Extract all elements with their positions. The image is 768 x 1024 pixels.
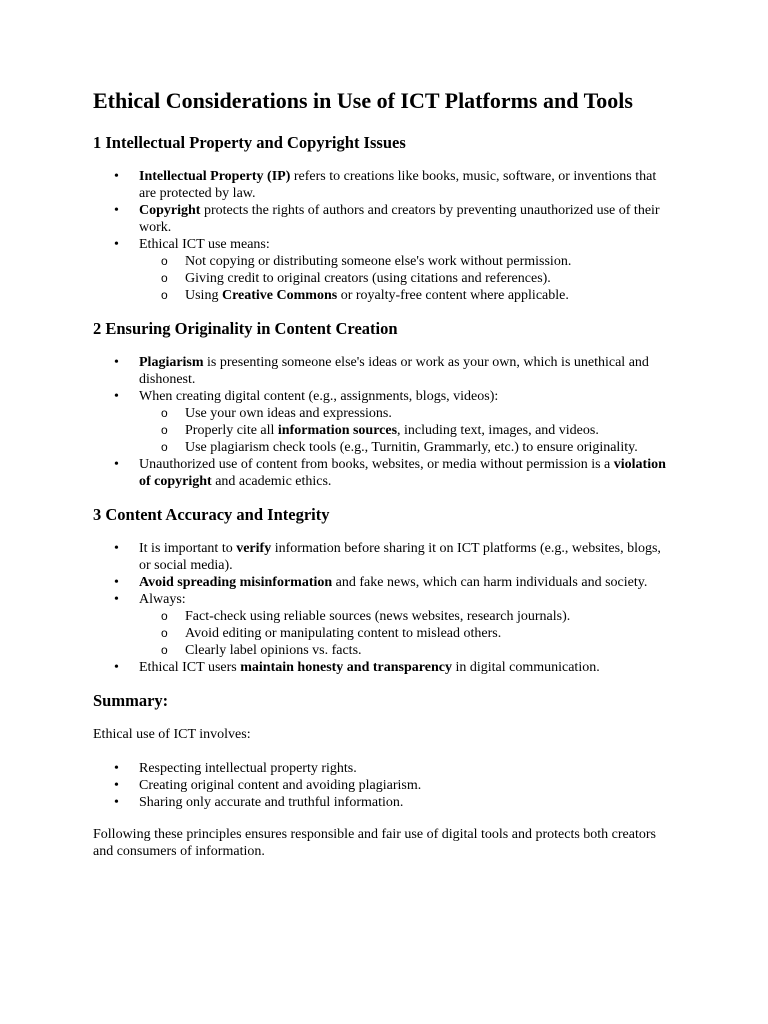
bullet-icon: • xyxy=(114,169,119,184)
sub-list-item xyxy=(139,625,674,642)
summary-list xyxy=(93,760,678,811)
item-text: and fake news, which can harm individuals and society. xyxy=(332,575,648,590)
sub-list-item xyxy=(139,253,674,270)
item-text: Use your own ideas and expressions. xyxy=(185,406,392,421)
list-item xyxy=(93,591,674,659)
bold-term: Intellectual Property (IP) xyxy=(139,169,291,184)
sub-list-item xyxy=(139,422,674,439)
bold-term: verify xyxy=(236,541,272,556)
item-text: is presenting someone else's ideas or work as your own, which is unethical and dishonest. xyxy=(139,355,649,387)
circle-bullet-icon: o xyxy=(161,406,168,420)
item-text: Respecting intellectual property rights. xyxy=(139,761,357,776)
item-text: or royalty-free content where applicable. xyxy=(337,288,569,303)
item-text: Not copying or distributing someone else's work without permission. xyxy=(185,254,572,269)
bullet-icon: • xyxy=(114,237,119,252)
bold-term: Copyright xyxy=(139,203,201,218)
item-text: information before sharing it on ICT platforms (e.g., websites, blogs, or social media). xyxy=(139,541,661,573)
bullet-icon: • xyxy=(114,203,119,218)
bullet-icon: • xyxy=(114,457,119,472)
sub-list-item xyxy=(139,608,674,625)
bullet-icon: • xyxy=(114,761,119,776)
section-2-heading: 2 Ensuring Originality in Content Creation xyxy=(93,319,398,338)
item-text: protects the rights of authors and creators by preventing unauthorized use of their work. xyxy=(139,203,660,235)
section-2-list xyxy=(93,354,678,490)
bullet-icon: • xyxy=(114,592,119,607)
bullet-icon: • xyxy=(114,795,119,810)
bullet-icon: • xyxy=(114,355,119,370)
list-item xyxy=(93,236,674,304)
bold-term: Avoid spreading misinformation xyxy=(139,575,333,590)
bullet-icon: • xyxy=(114,778,119,793)
list-item xyxy=(93,659,674,676)
circle-bullet-icon: o xyxy=(161,626,168,640)
bold-term: maintain honesty and transparency xyxy=(240,660,452,675)
list-item xyxy=(93,540,674,574)
section-1-heading: 1 Intellectual Property and Copyright Issues xyxy=(93,133,406,152)
list-item xyxy=(93,388,674,456)
bold-term: Plagiarism xyxy=(139,355,204,370)
item-text: Always: xyxy=(139,592,186,607)
sub-list-item xyxy=(139,405,674,422)
sub-list-item xyxy=(139,270,674,287)
circle-bullet-icon: o xyxy=(161,254,168,268)
sub-list xyxy=(139,608,674,659)
circle-bullet-icon: o xyxy=(161,288,168,302)
circle-bullet-icon: o xyxy=(161,440,168,454)
item-text: in digital communication. xyxy=(451,660,600,675)
bullet-icon: • xyxy=(114,389,119,404)
item-text: and academic ethics. xyxy=(211,474,332,489)
summary-closing: Following these principles ensures responsible and fair use of digital tools and protects both creators and consumers of information. xyxy=(93,827,656,859)
page-title: Ethical Considerations in Use of ICT Platforms and Tools xyxy=(93,88,633,113)
list-item xyxy=(93,777,674,794)
bullet-icon: • xyxy=(114,660,119,675)
item-text: Using xyxy=(185,288,222,303)
sub-list-item xyxy=(139,287,674,304)
bold-term: information sources xyxy=(277,423,398,438)
list-item xyxy=(93,202,674,236)
bold-term: Creative Commons xyxy=(221,288,338,303)
list-item xyxy=(93,456,674,490)
item-text: Fact-check using reliable sources (news websites, research journals). xyxy=(185,609,571,624)
list-item xyxy=(93,354,674,388)
bold-term: violation of copyright xyxy=(139,457,666,489)
item-text: Properly cite all xyxy=(185,423,278,438)
item-text: Giving credit to original creators (using citations and references). xyxy=(185,271,551,286)
circle-bullet-icon: o xyxy=(161,609,168,623)
sub-list xyxy=(139,253,674,304)
item-text: Avoid editing or manipulating content to mislead others. xyxy=(185,626,502,641)
item-text: Use plagiarism check tools (e.g., Turnitin, Grammarly, etc.) to ensure originality. xyxy=(185,440,638,455)
item-text: refers to creations like books, music, software, or inventions that are protected by law. xyxy=(139,169,657,201)
summary-heading: Summary: xyxy=(93,691,169,710)
list-item xyxy=(93,794,674,811)
item-text: , including text, images, and videos. xyxy=(397,423,599,438)
list-item xyxy=(93,574,674,591)
bullet-icon: • xyxy=(114,575,119,590)
bullet-icon: • xyxy=(114,541,119,556)
circle-bullet-icon: o xyxy=(161,643,168,657)
sub-list-item xyxy=(139,439,674,456)
item-text: Unauthorized use of content from books, websites, or media without permission is a xyxy=(139,457,614,472)
item-text: When creating digital content (e.g., assignments, blogs, videos): xyxy=(139,389,499,404)
document-page xyxy=(93,86,678,877)
item-text: Ethical ICT users xyxy=(139,660,241,675)
item-text: Sharing only accurate and truthful information. xyxy=(139,795,404,810)
sub-list xyxy=(139,405,674,456)
item-text: It is important to xyxy=(139,541,237,556)
item-text: Clearly label opinions vs. facts. xyxy=(185,643,362,658)
item-text: Ethical ICT use means: xyxy=(139,237,270,252)
list-item xyxy=(93,760,674,777)
circle-bullet-icon: o xyxy=(161,423,168,437)
section-3-list xyxy=(93,540,678,676)
circle-bullet-icon: o xyxy=(161,271,168,285)
sub-list-item xyxy=(139,642,674,659)
summary-intro: Ethical use of ICT involves: xyxy=(93,727,251,742)
list-item xyxy=(93,168,674,202)
section-3-heading: 3 Content Accuracy and Integrity xyxy=(93,505,330,524)
item-text: Creating original content and avoiding plagiarism. xyxy=(139,778,422,793)
section-1-list xyxy=(93,168,678,304)
